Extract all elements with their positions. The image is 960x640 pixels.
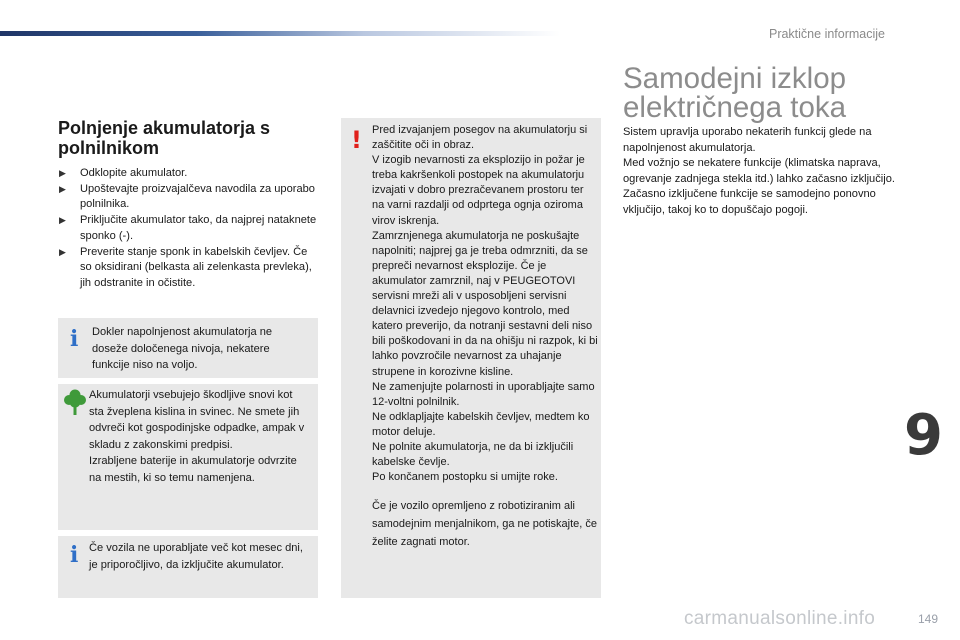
warning-text: V izogib nevarnosti za eksplozijo in požar je treba kakršenkoli postopek na akumulatorju izvajati v dobro prezračevanem prostoru ter na varni razdalji od odprtega ognja oziroma virov iskrenja. — [372, 154, 585, 227]
header-gradient-bar — [0, 31, 560, 36]
warning-box — [341, 118, 601, 598]
exclamation-icon: ! — [351, 126, 362, 154]
environment-box — [58, 384, 318, 530]
charging-steps-list — [58, 166, 320, 292]
environment-text: Izrabljene baterije in akumulatorje odvrzite na mestih, ki so temu namenjena. — [89, 455, 297, 484]
warning-text: Zamrznjenega akumulatorja ne poskušajte napolniti; najprej ga je treba odmrzniti, da se prepreči nevarnost eksplozije. Če je akumulator zamrznil, naj v PEUGEOTOVI servisni mreži ali v usposobljeni servisni delavnici izvedejo njegovo kontrolo, med katero preverijo, da notranji sestavni deli niso bili poškodovani in da na ohišju ni razpok, ki bi lahko povzročile nevarnost za uhajanje strupene in korozivne kisline. — [372, 229, 598, 378]
page-number: 149 — [917, 612, 938, 626]
warning-text: Ne odklapljajte kabelskih čevljev, medtem ko motor deluje. — [372, 410, 590, 438]
info-icon: i — [70, 542, 79, 568]
warning-text: Ne zamenjujte polarnosti in uporabljajte samo 12-voltni polnilnik. — [372, 380, 595, 408]
warning-text-gearbox: Če je vozilo opremljeno z robotiziranim ali samodejnim menjalnikom, ga ne potiskajte, če želite zagnati motor. — [372, 500, 598, 549]
auto-cutoff-title: Samodejni izklop električnega toka — [623, 62, 847, 124]
chapter-number: 9 — [904, 403, 943, 468]
info-text-disconnect: Če vozila ne uporabljate več kot mesec dni, je priporočljivo, da izključite akumulator. — [89, 542, 303, 571]
auto-cutoff-paragraph: Začasno izključene funkcije se samodejno ponovno vključijo, takoj ko to dopuščajo pogoji. — [623, 188, 876, 216]
warning-text: Pred izvajanjem posegov na akumulatorju si zaščitite oči in obraz. — [372, 124, 588, 152]
info-text-charge-level: Dokler napolnjenost akumulatorja ne doseže določenega nivoja, nekatere funkcije niso na voljo. — [92, 326, 273, 372]
auto-cutoff-text — [623, 125, 903, 219]
environment-text: Akumulatorji vsebujejo škodljive snovi kot sta žveplena kislina in svinec. Ne smete jih odvreči kot gospodinjske odpadke, ampak v skladu z zakonskimi predpisi. — [89, 389, 305, 451]
watermark: carmanualsonline.info — [684, 608, 876, 629]
arrow-bullet-icon: ▶ — [59, 246, 66, 257]
arrow-bullet-icon: ▶ — [59, 215, 66, 226]
auto-cutoff-paragraph: Sistem upravlja uporabo nekaterih funkcij glede na napolnjenost akumulatorja. — [623, 126, 872, 154]
list-item: ▶ Upoštevajte proizvajalčeva navodila za uporabo polnilnika. — [59, 182, 315, 211]
section-label: Praktične informacije — [768, 27, 885, 41]
warning-text: Ne polnite akumulatorja, ne da bi izključili kabelske čevlje. — [372, 440, 574, 469]
list-item: ▶ Odklopite akumulator. — [58, 166, 320, 182]
info-icon: i — [70, 326, 79, 352]
info-box-disconnect — [58, 536, 318, 598]
info-box-charge-level — [58, 318, 318, 378]
charging-title: Polnjenje akumulatorja s polnilnikom — [58, 118, 271, 158]
tree-icon — [63, 388, 87, 416]
auto-cutoff-paragraph: Med vožnjo se nekatere funkcije (klimatska naprava, ogrevanje zadnjega stekla itd.) lahko začasno izključijo. — [623, 157, 895, 185]
warning-text: Po končanem postopku si umijte roke. — [372, 471, 558, 484]
list-item: ▶ Preverite stanje sponk in kabelskih čevljev. Če so oksidirani (belkasta ali zelenkasta prevleka), jih odstranite in očistite. — [59, 245, 312, 289]
list-item: ▶ Priključite akumulator tako, da najprej nataknete sponko (-). — [59, 214, 317, 242]
arrow-bullet-icon: ▶ — [59, 183, 66, 194]
arrow-bullet-icon: ▶ — [59, 168, 66, 178]
